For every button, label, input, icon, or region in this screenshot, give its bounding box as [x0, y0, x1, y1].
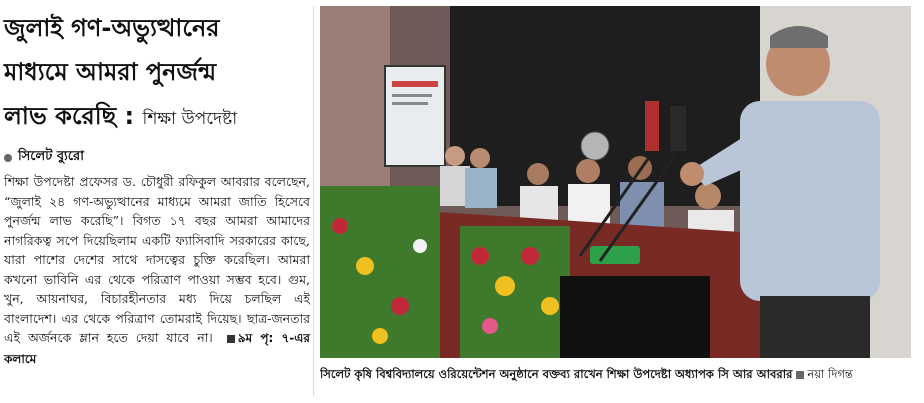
speaker-trousers: [760, 296, 870, 358]
news-photo: [320, 6, 911, 358]
article-body: [4, 172, 310, 369]
square-bullet-icon: [227, 335, 235, 343]
caption-text: সিলেট কৃষি বিশ্ববিদ্যালয়ে ওরিয়েন্টেশন অনুষ্ঠানে বক্তব্য রাখেন শিক্ষা উপদেষ্টা অধ্যাপক সি আর আবরার: [320, 367, 793, 381]
continuation-text: ৯ম পৃ: ৭-এর কলামে: [4, 331, 311, 366]
headline-line-3-text: লাভ করেছি :: [4, 102, 135, 130]
flower: [391, 297, 409, 315]
flower: [521, 247, 539, 265]
headline-attribution: শিক্ষা উপদেষ্টা: [142, 109, 238, 129]
headline: [4, 6, 310, 141]
photo-caption: [320, 366, 911, 385]
flower: [541, 297, 559, 315]
screen-slide-line: [392, 102, 428, 105]
article-body-text: শিক্ষা উপদেষ্টা প্রফেসর ড. চৌধুরী রফিকুল আবরার বলেছেন, “জুলাই ২৪ গণ-অভ্যুত্থানের মাধ্যমে আমরা জাতি হিসেবে পুনর্জন্ম লাভ করেছি”। বিগত ১৭ বছর আমরা আমাদের নাগরিকত্ব সপে দিয়েছিলাম একটি ফ্যাসিবাদি সরকারের কাছে, যারা পাশের দেশের সাথে দাসত্বের চুক্তি করেছিল। আমরা কখনো ভাবিনি এর থেকে পরিত্রাণ পাওয়া সম্ভব হবে। গুম, খুন, আয়নাঘর, বিচারহীনতার মধ্য দিয়ে চলছিল এই বাংলাদেশ। এর থেকে পরিত্রাণ তোমরাই দিয়েছ। ছাত্র-জনতার এই অর্জনকে ম্লান হতে দেয়া যাবে না।: [4, 174, 310, 345]
headline-line-1: জুলাই গণ-অভ্যুত্থানের: [4, 14, 220, 42]
square-bullet-icon: [796, 371, 804, 379]
flower: [356, 257, 374, 275]
photo-left-wall: [320, 6, 390, 186]
standing-person: [670, 106, 686, 151]
guest-head: [695, 183, 721, 209]
fan-icon: [581, 132, 609, 160]
guest-head: [445, 146, 465, 166]
flower: [372, 328, 388, 344]
flower: [413, 239, 427, 253]
standing-person: [645, 101, 659, 151]
screen-slide-line: [392, 94, 432, 97]
flower: [482, 318, 498, 334]
column-divider: [313, 6, 314, 396]
byline-text: সিলেট ব্যুরো: [18, 149, 84, 164]
guest-body: [465, 168, 497, 208]
headline-line-3: [4, 94, 310, 141]
screen-slide-title: [392, 81, 438, 87]
water-bottle: [590, 246, 640, 264]
speaker-hand: [680, 162, 704, 186]
byline: [4, 147, 310, 168]
photo-illustration: [320, 6, 911, 358]
flower: [495, 276, 515, 296]
podium: [560, 276, 710, 358]
guest-head: [527, 163, 549, 185]
article-column: [4, 6, 310, 396]
bullet-icon: [4, 154, 12, 162]
flower-arrangement: [460, 226, 570, 358]
flower: [471, 247, 489, 265]
guest-head: [470, 148, 490, 168]
headline-line-2: মাধ্যমে আমরা পুনর্জন্ম: [4, 58, 217, 86]
photo-credit: নয়া দিগন্ত: [807, 367, 853, 381]
speaker-shirt: [740, 101, 880, 301]
guest-head: [576, 159, 600, 183]
flower: [332, 218, 348, 234]
